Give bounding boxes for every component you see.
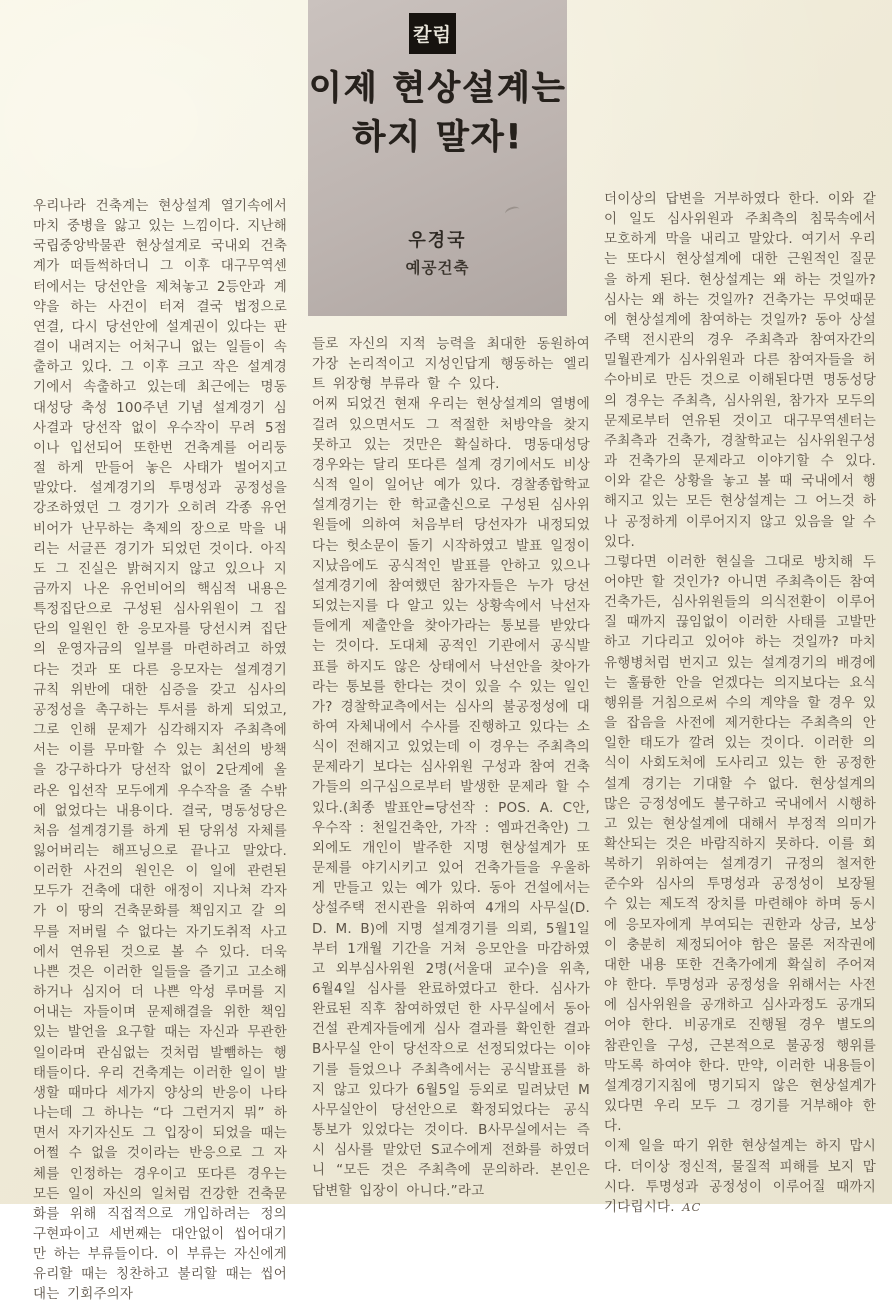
end-mark: AC: [682, 1199, 702, 1214]
scratch-mark: [504, 205, 521, 218]
column-badge: [409, 13, 456, 54]
article-paragraph: 우리나라 건축계는 현상설계 열기속에서 마치 중병을 앓고 있는 느낌이다. 지난해 국립중앙박물관 현상설계로 국내외 건축계가 떠들썩하더니 그 이후 대구무역센터에서는 당선안을 제쳐놓고 2등안과 계약을 하는 사건이 터져 결국 법정으로 연결, 다시 당선안에 설계권이 있다는 판결이 내려지는 어처구니 없는 일들이 속출하고 있다. 그 이후 크고 작은 설계경기에서 속출하고 있는데 최근에는 명동 대성당 축성 100주년 기념 설계경기 심사결과 당선작 없이 우수작이 무려 5점이나 입선되어 또한번 건축계를 어리둥절 하게 만들어 놓은 사태가 벌어지고 말았다. 설계경기의 투명성과 공정성을 강조하였던 그 경기가 오히려 각종 유언비어가 난무하는 축제의 장으로 막을 내리는 서글픈 경기가 되었던 것이다. 아직도 그 진실은 밝혀지지 않고 있으나 지금까지 나온 유언비어의 핵심적 내용은 특정집단으로 구성된 심사위원이 그 집단의 일원인 한 응모자를 당선시켜 집단의 운영자금의 일부를 마련하려고 하였다는 것과 또 다른 응모자는 설계경기 규칙 위반에 대한 심증을 갖고 심사의 공정성을 촉구하는 투서를 하게 되었고, 그로 인해 문제가 심각해지자 주최측에서는 이를 무마할 수 있는 최선의 방책을 강구하다가 당선작 없이 2단계에 올라온 입선작 모두에게 우수작을 줄 수밖에 없었다는 내용이다. 결국, 명동성당은 처음 설계경기를 하게 된 당위성 자체를 잃어버리는 해프닝으로 끝나고 말았다. 이러한 사건의 원인은 이 일에 관련된 모두가 건축에 대한 애정이 지나쳐 각자가 이 땅의 건축문화를 책임지고 갈 의무를 저버릴 수 없다는 자기도취적 사고에서 연유된 것으로 볼 수 있다. 더욱 나쁜 것은 이러한 일들을 즐기고 고소해 하거나 심지어 더 나쁜 악성 루머를 지어내는 자들이며 문제해결을 위한 책임있는 발언을 요구할 때는 자신과 무관한 일이라며 관심없는 것처럼 발뺌하는 행태들이다. 우리 건축계는 이러한 일이 발생할 때마다 세가지 양상의 반응이 나타나는데 그 하나는 “다 그런거지 뭐” 하면서 자기자신도 그 입장이 되었을 때는 어쩔 수 없을 것이라는 반응으로 그 자체를 인정하는 경우이고 또다른 경우는 모든 일이 자신의 일처럼 건강한 건축문화를 위해 직접적으로 개입하려는 정의구현파이고 세번째는 대안없이 씹어대기만 하는 부류들이다. 이 부류는 자신에게 유리할 때는 칭찬하고 불리할 때는 씹어대는 기회주의자: [33, 198, 287, 1303]
column-badge-label: 칼럼: [413, 24, 452, 46]
article-column-left: [33, 196, 287, 1303]
article-paragraph: 어찌 되었건 현재 우리는 현상설계의 열병에 걸려 있으면서도 그 적절한 처방약을 찾지 못하고 있는 것만은 확실하다. 명동대성당 경우와는 달리 또다른 설계 경기에서도 비상식적 일이 일어난 예가 있다. 경찰종합학교 설계경기는 한 학교출신으로 구성된 심사위원들에 의하여 처음부터 당선자가 내정되었다는 헛소문이 돌기 시작하였고 발표 일정이 지났음에도 공식적인 발표를 안하고 있으나 설계경기에 참여했던 참가자들은 누가 당선되었는지를 다 알고 있는 상황속에서 낙선자들에게 제출안을 찾아가라는 통보를 받았다는 것이다. 도대체 공적인 기관에서 공식발표를 하지도 않은 상태에서 낙선안을 찾아가라는 통보를 한다는 것이 있을 수 있는 일인가? 경찰학교측에서는 심사의 불공정성에 대하여 자체내에서 수사를 진행하고 있다는 소식이 전해지고 있었는데 이 경우는 주최측의 문제라기 보다는 심사위원 구성과 참여 건축가들의 의구심으로부터 발생한 문제라 할 수 있다.(최종 발표안=당선작 : POS. A. C안, 우수작 : 천일건축안, 가작 : 엠파건축안) 그외에도 개인이 발주한 지명 현상설계가 또 문제를 야기시키고 있어 건축가들을 우울하게 만들고 있는 예가 있다. 동아 건설에서는 상설주택 전시관을 위하여 4개의 사무실(D. D. M. B)에 지명 설계경기를 의뢰, 5월1일부터 1개월 기간을 거쳐 응모안을 마감하였고 외부심사위원 2명(서울대 교수)을 위촉, 6월4일 심사를 완료하였다고 한다. 심사가 완료된 직후 참여하였던 한 사무실에서 동아건설 관계자들에게 심사 결과를 확인한 결과 B사무실 안이 당선작으로 선정되었다는 이야기를 들었으나 주최측에서는 공식발표를 하지 않고 있다가 6월5일 등외로 밀려났던 M사무실안이 당선안으로 확정되었다는 공식 통보가 있었다는 것이다. B사무실에서는 즉시 심사를 맡았던 S교수에게 전화를 하였더니 “모든 것은 주최측에 문의하라. 본인은 답변할 입장이 아니다.”라고: [312, 396, 590, 1199]
article-column-middle: [312, 334, 590, 1204]
article-title-line1: 이제 현상설계는: [308, 68, 567, 108]
article-column-right: [604, 189, 876, 1215]
article-title-line2: 하지 말자!: [352, 117, 523, 157]
article-paragraph: 더이상의 답변을 거부하였다 한다. 이와 같이 일도 심사위원과 주최측의 침묵속에서 모호하게 막을 내리고 말았다. 여기서 우리는 또다시 현상설계에 대한 근원적인 질문을 하게 된다. 현상설계는 왜 하는 것일까? 심사는 왜 하는 것일까? 건축가는 무엇때문에 현상설계에 참여하는 것일까? 동아 상설주택 전시관의 경우 주최측과 참여자간의 밀월관계가 심사위원과 다른 참여자들을 허수아비로 만든 것으로 이해된다면 명동성당의 경우는 주최측, 심사위원, 참가자 모두의 문제로부터 연유된 것이고 대구무역센터는 주최측과 건축가, 경찰학교는 심사위원구성과 건축가의 문제라고 이야기할 수 있다. 이와 같은 상황을 놓고 볼 때 국내에서 행해지고 있는 모든 현상설계는 그 어느것 하나 공정하게 이루어지지 않고 있음을 알 수 있다.: [604, 191, 876, 550]
article-title: [308, 64, 567, 162]
author-name: 우경국: [408, 230, 467, 251]
article-paragraph: 들로 자신의 지적 능력을 최대한 동원하여 가장 논리적이고 지성인답게 행동하는 엘리트 위장형 부류라 할 수 있다.: [312, 336, 590, 393]
article-paragraph: [604, 1136, 876, 1217]
header-card: [308, 0, 567, 316]
firm-name: 예공건축: [405, 259, 470, 277]
article-closing-text: 이제 일을 따기 위한 현상설계는 하지 맙시다. 더이상 정신적, 물질적 피해를 보지 맙시다. 투명성과 공정성이 이루어질 때까지 기다립시다.: [604, 1138, 876, 1215]
article-paragraph: 그렇다면 이러한 현실을 그대로 방치해 두어야만 할 것인가? 아니면 주최측이든 참여 건축가든, 심사위원들의 의식전환이 이루어질 때까지 끊임없이 이러한 사태를 고발만 하고 기다리고 있어야 하는 것일까? 마치 유행병처럼 번지고 있는 설계경기의 배경에는 훌륭한 안을 얻겠다는 의지보다는 요식행위를 거침으로써 수의 계약을 할 경우 있을 잡음을 사전에 제거한다는 주최측의 안일한 태도가 깔려 있는 것이다. 이러한 의식이 사회도처에 도사리고 있는 한 공정한 설계 경기는 기대할 수 없다. 현상설계의 많은 긍정성에도 불구하고 국내에서 시행하고 있는 현상설계에 대해서 부정적 의미가 확산되는 것은 바람직하지 못하다. 이를 회복하기 위하여는 설계경기 규정의 철저한 준수와 심사의 투명성과 공정성이 보장될 수 있는 제도적 장치를 마련해야 하며 동시에 응모자에게 부여되는 권한과 상금, 보상이 충분히 제정되어야 함은 물론 저작권에 대한 내용 또한 건축가에게 확실히 주어져야 한다. 투명성과 공정성을 위해서는 사전에 심사위원을 공개하고 심사과정도 공개되어야 한다. 비공개로 진행될 경우 별도의 참관인을 구성, 근본적으로 불공정 행위를 막도록 하여야 한다. 만약, 이러한 내용들이 설계경기지침에 명기되지 않은 현상설계가 있다면 우리 모두 그 경기를 거부해야 한다.: [604, 553, 876, 1135]
